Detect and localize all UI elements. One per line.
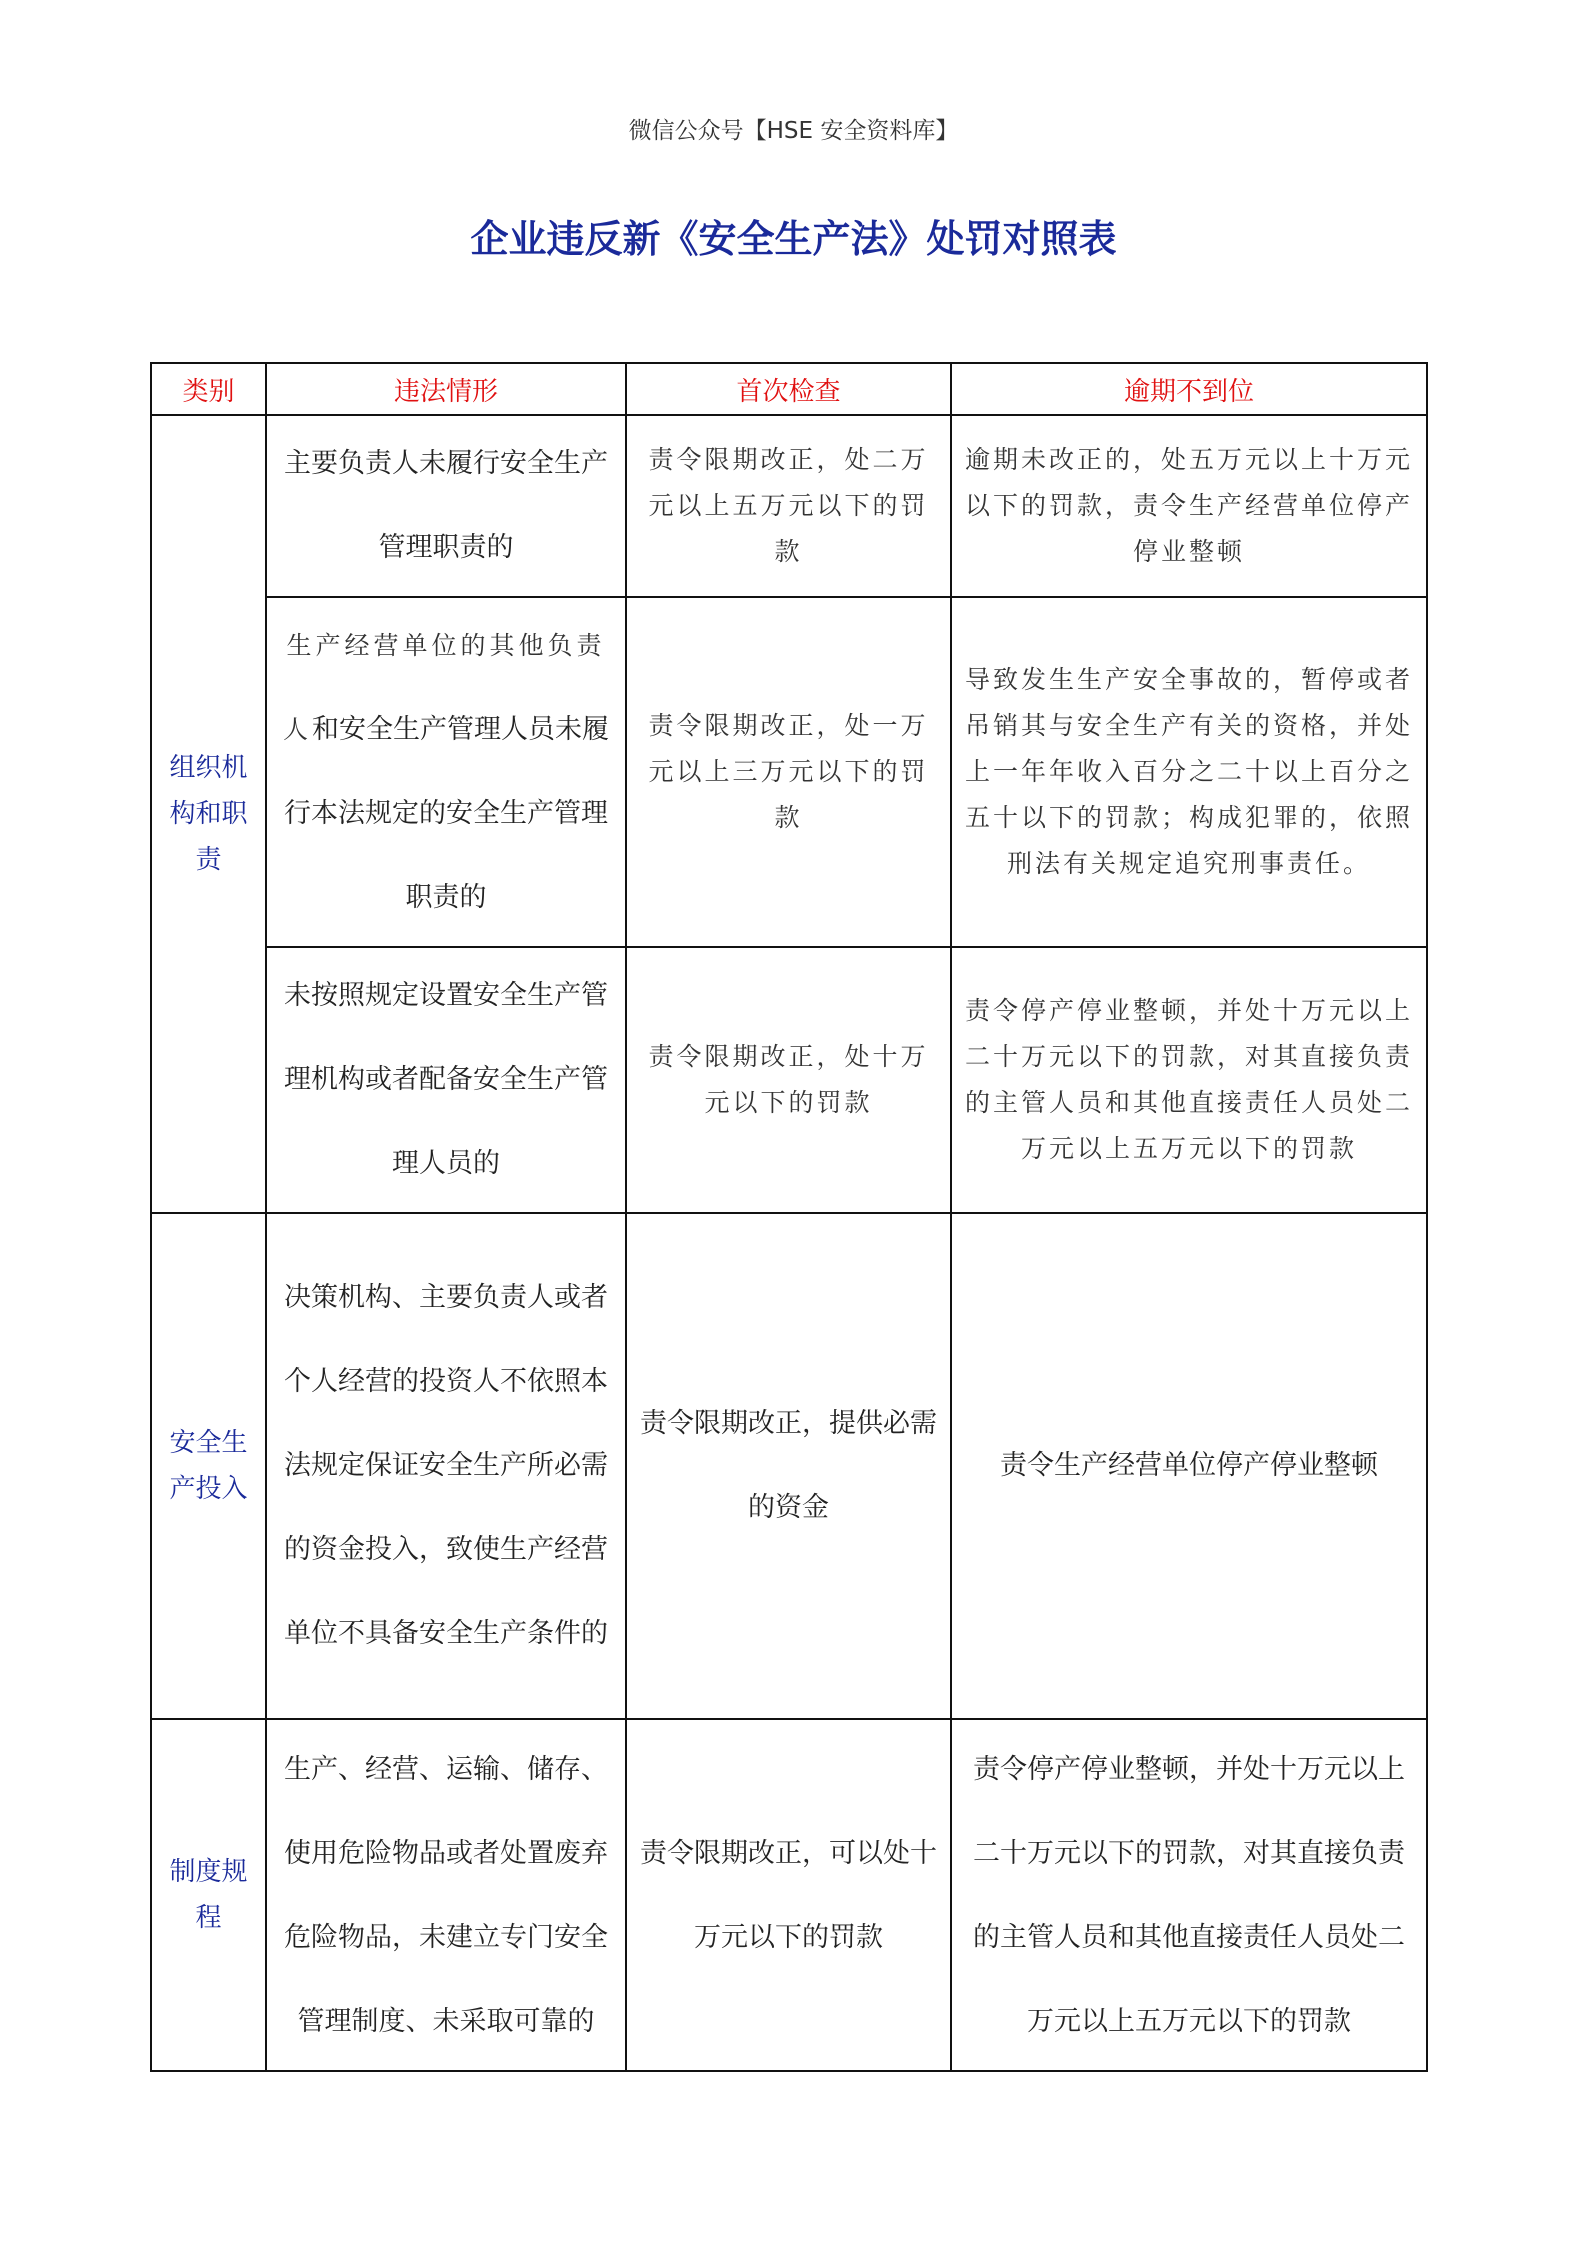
violation-cell: 主要负责人未履行安全生产管理职责的 bbox=[266, 415, 626, 597]
table-row bbox=[151, 415, 1427, 597]
category-cell: 组织机构和职责 bbox=[151, 415, 266, 1213]
violation-cell: 生产、经营、运输、储存、使用危险物品或者处置废弃危险物品，未建立专门安全管理制度、未采取可靠的 bbox=[266, 1719, 626, 2071]
violation-text-part1: 生产经营单位的其他负责人 bbox=[282, 631, 606, 744]
violation-cell: 决策机构、主要负责人或者个人经营的投资人不依照本法规定保证安全生产所必需的资金投入，致使生产经营单位不具备安全生产条件的 bbox=[266, 1213, 626, 1719]
header-category: 类别 bbox=[151, 363, 266, 415]
first-check-cell: 责令限期改正，可以处十万元以下的罚款 bbox=[626, 1719, 951, 2071]
first-check-cell: 责令限期改正，处一万元以上三万元以下的罚款 bbox=[626, 597, 951, 947]
table-row bbox=[151, 597, 1427, 947]
header-violation: 违法情形 bbox=[266, 363, 626, 415]
header-note: 微信公众号【HSE 安全资料库】 bbox=[628, 118, 959, 144]
first-check-cell: 责令限期改正，提供必需的资金 bbox=[626, 1213, 951, 1719]
table-row bbox=[151, 1719, 1427, 2071]
table-header-row bbox=[151, 363, 1427, 415]
first-check-cell: 责令限期改正，处十万元以下的罚款 bbox=[626, 947, 951, 1213]
overdue-cell: 责令停产停业整顿，并处十万元以上二十万元以下的罚款，对其直接负责的主管人员和其他直接责任人员处二万元以上五万元以下的罚款 bbox=[951, 947, 1427, 1213]
document-title: 企业违反新《安全生产法》处罚对照表 bbox=[470, 217, 1117, 261]
table-row bbox=[151, 1213, 1427, 1719]
violation-text-part2: 和安全生产管理人员未履行本法规定的安全生产管理职责的 bbox=[284, 714, 609, 913]
overdue-cell: 责令停产停业整顿，并处十万元以上二十万元以下的罚款，对其直接负责的主管人员和其他直接责任人员处二万元以上五万元以下的罚款 bbox=[951, 1719, 1427, 2071]
violation-cell: 未按照规定设置安全生产管理机构或者配备安全生产管理人员的 bbox=[266, 947, 626, 1213]
overdue-cell: 导致发生生产安全事故的，暂停或者吊销其与安全生产有关的资格，并处上一年年收入百分之二十以上百分之五十以下的罚款；构成犯罪的，依照刑法有关规定追究刑事责任。 bbox=[951, 597, 1427, 947]
table-row bbox=[151, 947, 1427, 1213]
overdue-cell: 逾期未改正的，处五万元以上十万元以下的罚款，责令生产经营单位停产停业整顿 bbox=[951, 415, 1427, 597]
category-cell: 安全生产投入 bbox=[151, 1213, 266, 1719]
header-first-check: 首次检查 bbox=[626, 363, 951, 415]
category-cell: 制度规程 bbox=[151, 1719, 266, 2071]
header-overdue: 逾期不到位 bbox=[951, 363, 1427, 415]
violation-cell bbox=[266, 597, 626, 947]
overdue-cell: 责令生产经营单位停产停业整顿 bbox=[951, 1213, 1427, 1719]
penalty-table bbox=[150, 362, 1428, 2072]
first-check-cell: 责令限期改正，处二万元以上五万元以下的罚款 bbox=[626, 415, 951, 597]
